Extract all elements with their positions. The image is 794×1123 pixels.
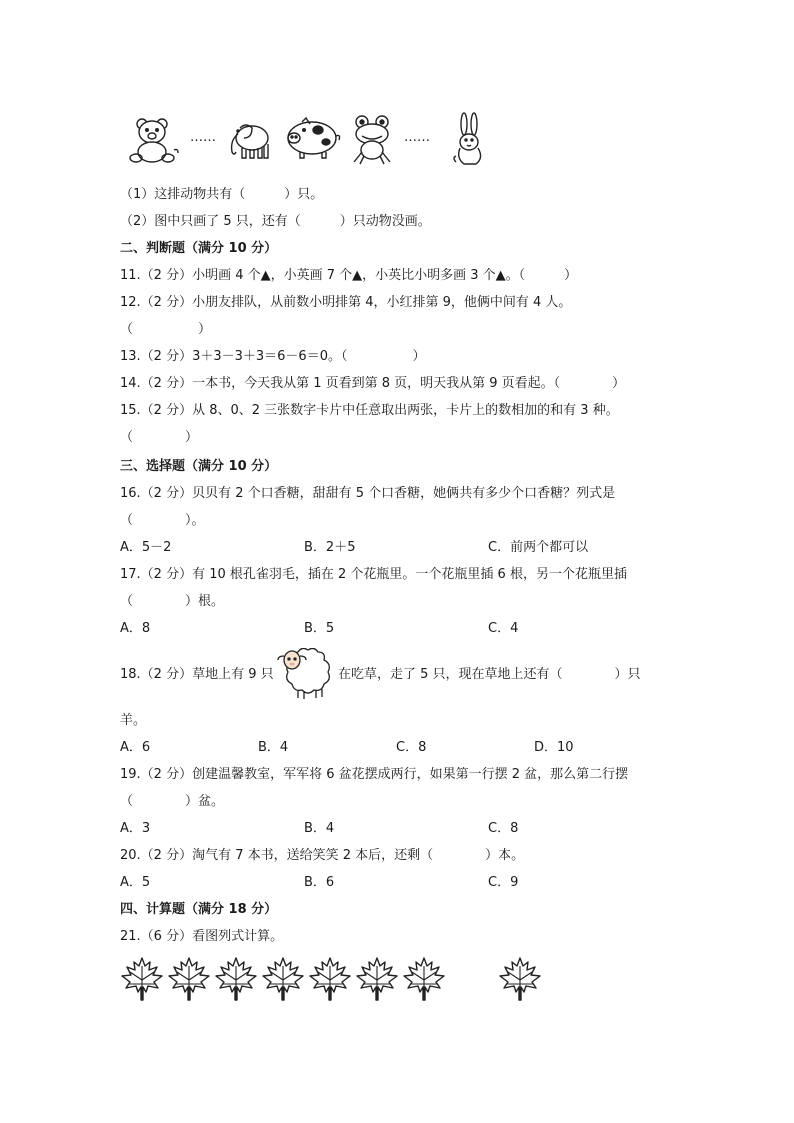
maple-leaf-icon [261, 956, 305, 1002]
question-16-option-a: A．5－2 [120, 540, 172, 555]
ellipsis-left: …… [190, 130, 216, 145]
maple-leaf-icon [498, 956, 542, 1002]
question-16-answer-blank: （ ）。 [120, 513, 205, 528]
question-19: 19.（2 分）创建温馨教室，军军将 6 盆花摆成两行，如果第一行摆 2 盆，那么第二行摆 [120, 767, 629, 782]
question-20-option-b: B．6 [304, 875, 335, 890]
question-16: 16.（2 分）贝贝有 2 个口香糖，甜甜有 5 个口香糖，她俩共有多少个口香糖？列式是 [120, 486, 616, 501]
q10-sub1: （1）这排动物共有（ ）只。 [120, 187, 324, 202]
question-21: 21.（6 分）看图列式计算。 [120, 929, 284, 944]
section-title-judgement: 二、判断题（满分 10 分） [120, 241, 278, 256]
maple-leaf-icon [214, 956, 258, 1002]
question-11: 11.（2 分）小明画 4 个▲，小英画 7 个▲，小英比小明多画 3 个▲。（ ） [120, 268, 578, 283]
question-18-part1: 18.（2 分）草地上有 9 只 [120, 667, 274, 682]
animal-row [120, 112, 500, 168]
ellipsis-right: …… [404, 130, 430, 145]
frog-icon [348, 114, 396, 166]
question-20-option-c: C．9 [488, 875, 519, 890]
question-18-option-d: D．10 [534, 740, 574, 755]
question-19-option-c: C．8 [488, 821, 519, 836]
maple-leaf-icon [167, 956, 211, 1002]
question-18-continued: 羊。 [120, 713, 147, 728]
maple-leaf-icon [402, 956, 446, 1002]
question-19-option-a: A．3 [120, 821, 151, 836]
sheep-icon [276, 648, 336, 700]
question-17: 17.（2 分）有 10 根孔雀羽毛，插在 2 个花瓶里。一个花瓶里插 6 根，另一个花瓶里插 [120, 567, 627, 582]
question-18-part2: 在吃草，走了 5 只，现在草地上还有（ ）只 [338, 667, 641, 682]
question-16-option-c: C．前两个都可以 [488, 540, 589, 555]
question-16-option-b: B．2＋5 [304, 540, 356, 555]
question-18-option-b: B．4 [258, 740, 289, 755]
question-20-option-a: A．5 [120, 875, 151, 890]
elephant-icon [224, 118, 272, 162]
question-12-answer-blank: （ ） [120, 322, 212, 337]
question-17-option-c: C．4 [488, 621, 519, 636]
section-title-choice: 三、选择题（满分 10 分） [120, 459, 278, 474]
question-17-answer-blank: （ ）根。 [120, 594, 225, 609]
q10-sub2: （2）图中只画了 5 只，还有（ ）只动物没画。 [120, 214, 431, 229]
question-19-option-b: B．4 [304, 821, 335, 836]
question-15-answer-blank: （ ） [120, 430, 199, 445]
section-title-calculation: 四、计算题（满分 18 分） [120, 902, 278, 917]
maple-leaf-icon [355, 956, 399, 1002]
maple-leaf-icon [120, 956, 164, 1002]
pig-icon [282, 116, 342, 164]
bear-icon [128, 116, 180, 164]
question-12: 12.（2 分）小朋友排队，从前数小明排第 4，小红排第 9，他俩中间有 4 人。 [120, 295, 572, 310]
maple-leaf-figure [120, 956, 550, 1004]
question-19-answer-blank: （ ）盆。 [120, 794, 225, 809]
question-18-option-a: A．6 [120, 740, 151, 755]
question-17-option-a: A．8 [120, 621, 151, 636]
maple-leaf-icon [308, 956, 352, 1002]
question-14: 14.（2 分）一本书，今天我从第 1 页看到第 8 页，明天我从第 9 页看起。（ ） [120, 376, 626, 391]
rabbit-icon [450, 112, 490, 168]
question-13: 13.（2 分）3＋3－3＋3＝6－6＝0。（ ） [120, 349, 426, 364]
question-17-option-b: B．5 [304, 621, 335, 636]
question-20: 20.（2 分）淘气有 7 本书，送给笑笑 2 本后，还剩（ ）本。 [120, 848, 525, 863]
question-15: 15.（2 分）从 8、0、2 三张数字卡片中任意取出两张，卡片上的数相加的和有 3 种。 [120, 403, 619, 418]
question-18-option-c: C．8 [396, 740, 427, 755]
